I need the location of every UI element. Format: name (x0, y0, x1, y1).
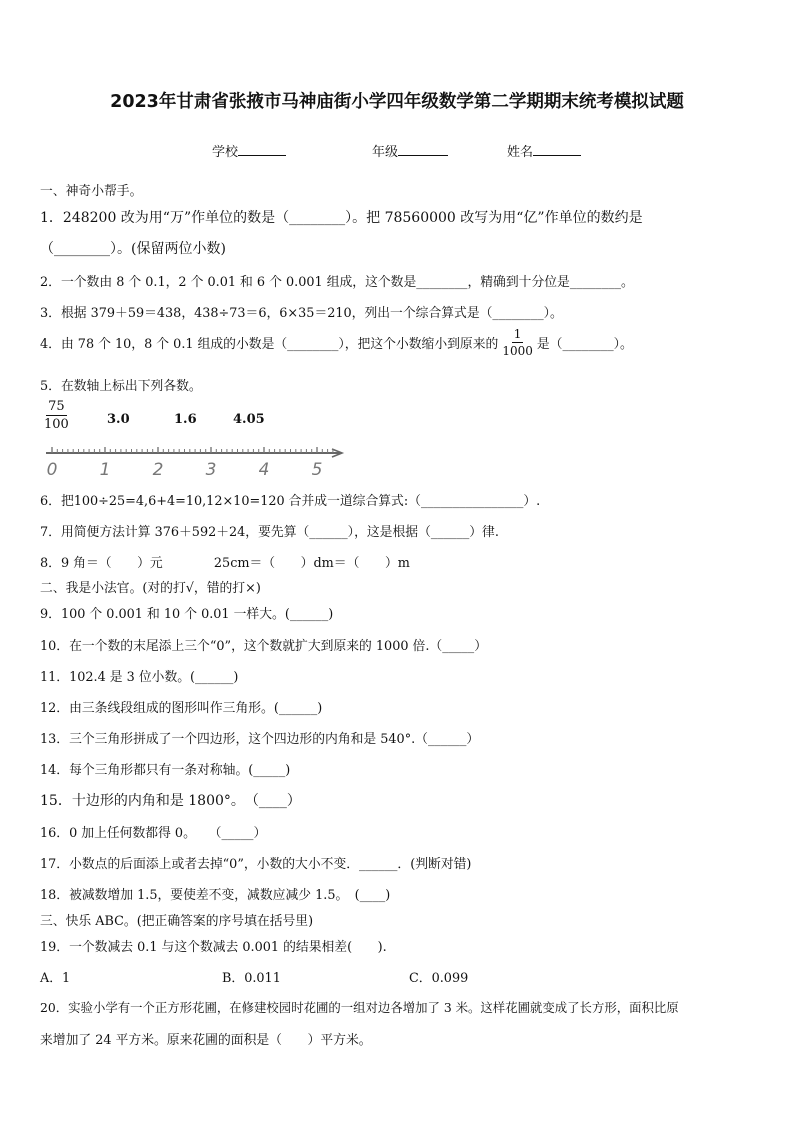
question-19-option-c[interactable]: C．0.099 (409, 971, 469, 986)
grade-field[interactable] (372, 141, 448, 160)
grade-label: 年级 (372, 145, 399, 160)
question-5: 5．在数轴上标出下列各数。 (40, 379, 202, 394)
question-7: 7．用简便方法计算 376＋592＋24，要先算（______），这是根据（______）律. (40, 525, 499, 540)
tick-label: 4 (258, 460, 270, 480)
question-14: 14．每个三角形都只有一条对称轴。(_____) (40, 763, 291, 778)
question-4-text: 4．由 78 个 10，8 个 0.1 组成的小数是（________），把这个小数缩小到原来的 (40, 337, 499, 352)
school-field[interactable] (212, 141, 286, 160)
fraction-numerator: 1 (513, 327, 522, 341)
question-10: 10．在一个数的末尾添上三个“0”，这个数就扩大到原来的 1000 倍.（_____） (40, 639, 487, 654)
name-field[interactable] (507, 141, 581, 160)
tick-label: 0 (46, 460, 58, 480)
question-9: 9．100 个 0.001 和 10 个 0.01 一样大。(______) (40, 607, 334, 622)
question-20-line-1: 20．实验小学有一个正方形花圃，在修建校园时花圃的一组对边各增加了 3 米。这样花圃就变成了长方形，面积比原 (40, 1000, 679, 1015)
number-line-values (40, 400, 360, 440)
number-line-tick-labels (47, 460, 323, 480)
question-19-option-a[interactable]: A．1 (40, 971, 71, 986)
school-blank[interactable] (238, 142, 286, 156)
tick-label: 2 (152, 460, 164, 480)
question-17: 17．小数点的后面添上或者去掉“0”，小数的大小不变．______．(判断对错) (40, 857, 472, 872)
grade-blank[interactable] (398, 142, 448, 156)
question-20-line-2: 来增加了 24 平方米。原来花圃的面积是（ ）平方米。 (40, 1033, 372, 1048)
question-15: 15．十边形的内角和是 1800°。 （____） (40, 793, 301, 809)
value-1-6: 1.6 (174, 412, 197, 427)
number-line (40, 440, 350, 480)
question-18: 18．被减数增加 1.5，要使差不变，减数应减少 1.5。 (____) (40, 888, 391, 903)
tick-label: 5 (311, 460, 323, 480)
value-3-0: 3.0 (107, 412, 130, 427)
value-4-05: 4.05 (233, 412, 265, 427)
question-19-option-b[interactable]: B．0.011 (222, 971, 281, 986)
question-4-fraction (500, 328, 535, 357)
fraction-denominator: 1000 (502, 344, 533, 358)
question-3: 3．根据 379＋59＝438，438÷73＝6，6×35＝210，列出一个综合算式是（________）。 (40, 306, 563, 321)
page-title: 2023年甘肃省张掖市马神庙街小学四年级数学第二学期期末统考模拟试题 (110, 92, 684, 112)
tick-label: 1 (99, 460, 111, 480)
question-16: 16．0 加上任何数都得 0。 （_____） (40, 826, 267, 841)
school-label: 学校 (212, 145, 239, 160)
question-4 (40, 328, 633, 357)
section-3-heading: 三、快乐 ABC。(把正确答案的序号填在括号里) (40, 914, 314, 929)
value-fraction-denominator: 100 (44, 417, 69, 432)
tick-label: 3 (205, 460, 217, 480)
name-label: 姓名 (507, 145, 534, 160)
name-blank[interactable] (533, 142, 581, 156)
question-6: 6．把100÷25=4,6+4=10,12×10=120 合并成一道综合算式:（________________）. (40, 494, 541, 509)
section-2-heading: 二、我是小法官。(对的打√，错的打×) (40, 581, 261, 596)
question-8: 8．9 角＝（ ）元 25cm＝（ ）dm＝（ ）m (40, 556, 410, 571)
question-19: 19．一个数减去 0.1 与这个数减去 0.001 的结果相差( ). (40, 940, 387, 955)
question-11: 11．102.4 是 3 位小数。(______) (40, 670, 239, 685)
question-1-line-1: 1．248200 改为用“万”作单位的数是（________）。把 78560000 改写为用“亿”作单位的数约是 (40, 210, 643, 226)
question-13: 13．三个三角形拼成了一个四边形，这个四边形的内角和是 540°.（______） (40, 732, 480, 747)
question-1-line-2: （________）。(保留两位小数) (40, 241, 226, 257)
question-12: 12．由三条线段组成的图形叫作三角形。(______) (40, 701, 323, 716)
section-1-heading: 一、神奇小帮手。 (40, 184, 143, 199)
question-2: 2．一个数由 8 个 0.1，2 个 0.01 和 6 个 0.001 组成，这个数是________，精确到十分位是________。 (40, 275, 634, 290)
value-fraction-numerator: 75 (48, 399, 65, 414)
value-fraction (42, 400, 71, 431)
question-4-text-end: 是（________）。 (536, 337, 633, 352)
